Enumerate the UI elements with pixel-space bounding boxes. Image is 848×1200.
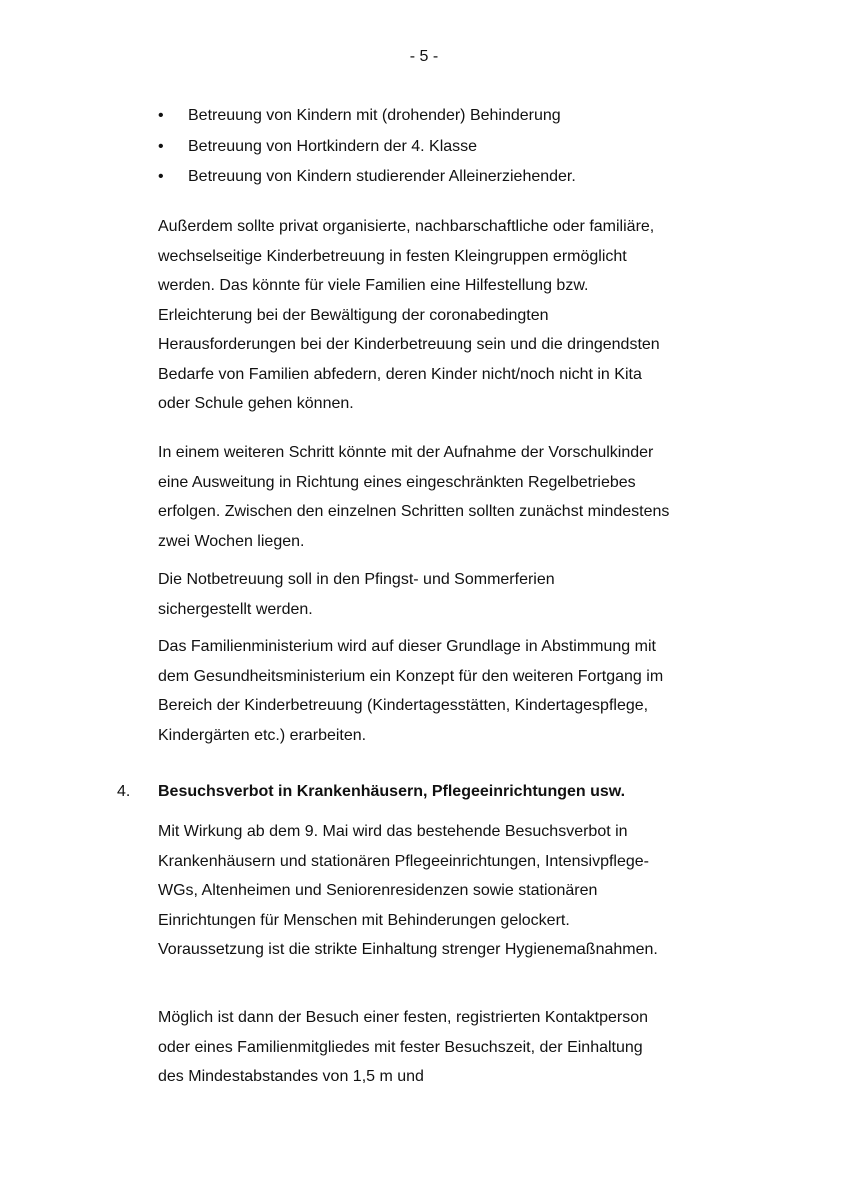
bullet-list <box>158 101 576 193</box>
paragraph: In einem weiteren Schritt könnte mit der Aufnahme der Vorschulkinder eine Ausweitung in Richtung eines eingeschränkten Regelbetriebes erfolgen. Zwischen den einzelnen Schritten sollten zunächst mindestens zwei Wochen liegen. <box>158 444 670 550</box>
page-number: - 5 - <box>409 48 439 65</box>
section-heading: Besuchsverbot in Krankenhäusern, Pflegeeinrichtungen usw. <box>158 783 626 800</box>
list-item: • Betreuung von Hortkindern der 4. Klasse <box>158 132 576 163</box>
paragraph: Mit Wirkung ab dem 9. Mai wird das bestehende Besuchsverbot in Krankenhäusern und stationären Pflegeeinrichtungen, Intensivpflege-WGs, Altenheimen und Seniorenresidenzen sowie stationären Einrichtungen für Menschen mit Behinderungen gelockert. Voraussetzung ist die strikte Einhaltung strenger Hygienemaßnahmen. <box>158 823 658 958</box>
paragraph: Die Notbetreuung soll in den Pfingst- und Sommerferien sichergestellt werden. <box>158 571 555 618</box>
list-item: • Betreuung von Kindern studierender Alleinerziehender. <box>158 162 576 193</box>
paragraph: Möglich ist dann der Besuch einer festen, registrierten Kontaktperson oder eines Familienmitgliedes mit fester Besuchszeit, der Einhaltung des Mindestabstandes von 1,5 m und <box>158 1009 649 1085</box>
paragraph: Das Familienministerium wird auf dieser Grundlage in Abstimmung mit dem Gesundheitsministerium ein Konzept für den weiteren Fortgang im Bereich der Kinderbetreuung (Kindertagesstätten, Kindertagespflege, Kindergärten etc.) erarbeiten. <box>158 638 664 744</box>
list-item: • Betreuung von Kindern mit (drohender) Behinderung <box>158 101 576 132</box>
section-number: 4. <box>117 783 131 800</box>
paragraph: Außerdem sollte privat organisierte, nachbarschaftliche oder familiäre, wechselseitige Kinderbetreuung in festen Kleingruppen ermöglicht werden. Das könnte für viele Familien eine Hilfestellung bzw. Erleichterung bei der Bewältigung der coronabedingten Herausforderungen bei der Kinderbetreuung sein und die dringendsten Bedarfe von Familien abfedern, deren Kinder nicht/noch nicht in Kita oder Schule gehen können. <box>158 218 660 412</box>
